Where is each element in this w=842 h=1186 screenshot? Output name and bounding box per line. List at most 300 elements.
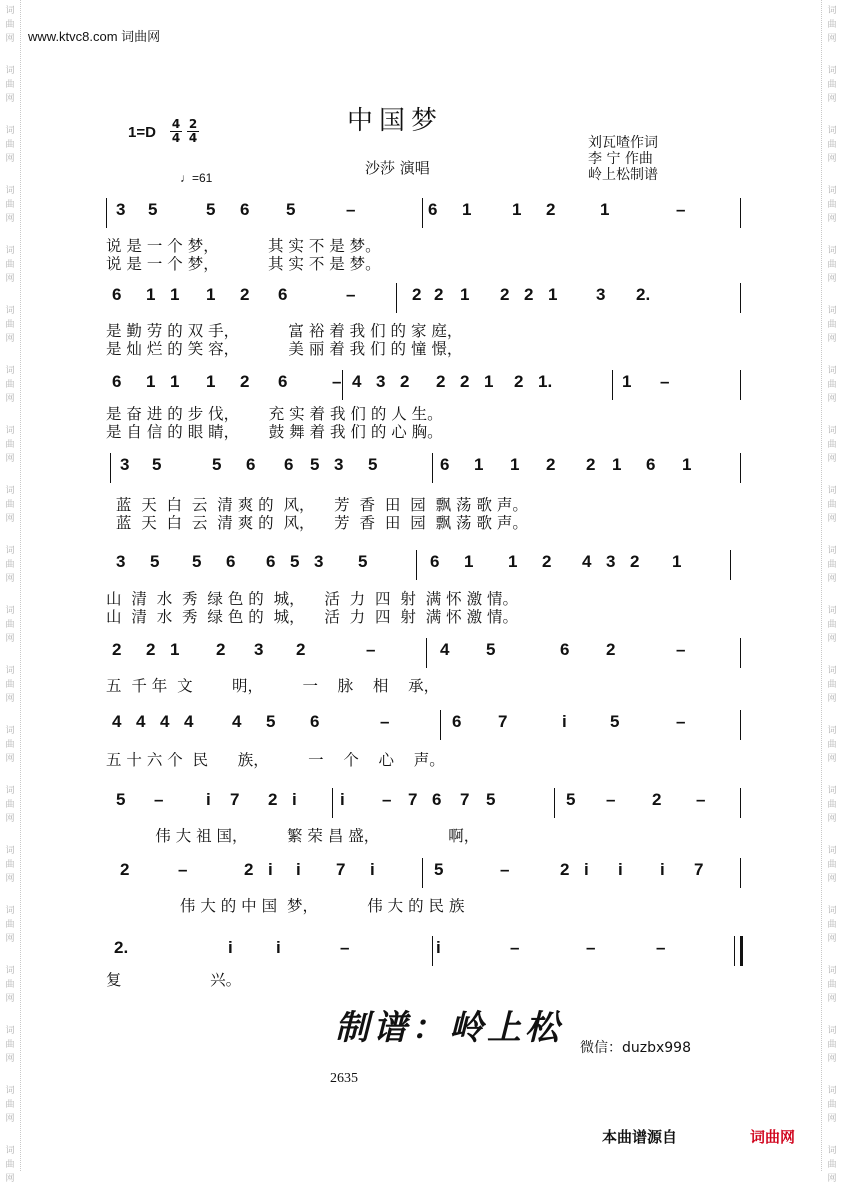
barline	[432, 453, 433, 483]
note: 5	[290, 552, 300, 571]
watermark-char: 网	[827, 574, 837, 584]
note: 7	[460, 790, 470, 809]
note: 4	[184, 712, 194, 731]
note: 2	[244, 860, 254, 879]
lyric-line: 复 兴。	[106, 971, 242, 989]
watermark-char: 曲	[5, 380, 15, 390]
watermark-char: 曲	[827, 1040, 837, 1050]
note: 1	[672, 552, 682, 571]
watermark-char: 曲	[827, 740, 837, 750]
watermark-char: 词	[827, 966, 837, 976]
time-sig-a-bottom: 4	[171, 131, 181, 145]
watermark-char: 曲	[827, 860, 837, 870]
watermark-char: 曲	[5, 320, 15, 330]
note: 2	[434, 285, 444, 304]
note: 5	[212, 455, 222, 474]
watermark-char: 网	[827, 1054, 837, 1064]
note: 1	[460, 285, 470, 304]
barline	[740, 453, 741, 483]
barline	[440, 710, 441, 740]
watermark-char: 曲	[5, 140, 15, 150]
time-sig-a-top: 4	[171, 117, 181, 131]
note: 6	[226, 552, 236, 571]
transcriber-signature: 制谱：岭上松	[335, 1008, 563, 1048]
note: 2	[268, 790, 278, 809]
lyric-line: 伟 大 祖 国， 繁 荣 昌 盛， 啊，	[106, 827, 480, 845]
note: 2	[240, 372, 250, 391]
watermark-char: 曲	[827, 320, 837, 330]
note: 5	[434, 860, 444, 879]
watermark-char: 词	[827, 486, 837, 496]
watermark-char: 网	[5, 1174, 15, 1184]
barline	[422, 198, 423, 228]
watermark-char: 曲	[5, 620, 15, 630]
note: 3	[116, 200, 126, 219]
note: 2	[524, 285, 534, 304]
watermark-char: 曲	[827, 500, 837, 510]
note: 5	[566, 790, 576, 809]
watermark-char: 曲	[5, 1100, 15, 1110]
note: 2	[652, 790, 662, 809]
note: –	[656, 938, 666, 957]
note: i	[296, 860, 301, 879]
note: 2	[546, 455, 556, 474]
watermark-char: 网	[5, 334, 15, 344]
note: 6	[428, 200, 438, 219]
watermark-char: 网	[5, 154, 15, 164]
watermark-char: 词	[827, 306, 837, 316]
note: 1	[548, 285, 558, 304]
watermark-char: 网	[5, 394, 15, 404]
barline	[432, 936, 433, 966]
watermark-char: 词	[5, 906, 15, 916]
note: –	[346, 285, 356, 304]
note: 1	[600, 200, 610, 219]
note: 7	[336, 860, 346, 879]
watermark-char: 曲	[5, 920, 15, 930]
note-line	[106, 860, 746, 886]
watermark-char: 曲	[827, 920, 837, 930]
watermark-char: 词	[827, 426, 837, 436]
note-line	[106, 938, 746, 964]
note: 2	[586, 455, 596, 474]
note: 2	[630, 552, 640, 571]
note: i	[268, 860, 273, 879]
note: 1	[682, 455, 692, 474]
note-line	[106, 200, 746, 226]
note: –	[660, 372, 670, 391]
barline	[740, 788, 741, 818]
note: –	[676, 712, 686, 731]
watermark-char: 曲	[5, 80, 15, 90]
note: 7	[230, 790, 240, 809]
watermark-char: 词	[5, 1146, 15, 1156]
note: 6	[284, 455, 294, 474]
note: 5	[152, 455, 162, 474]
watermark-char: 曲	[827, 440, 837, 450]
note: 6	[430, 552, 440, 571]
watermark-char: 网	[827, 694, 837, 704]
lyric-line: 是 灿 烂 的 笑 容， 美 丽 着 我 们 的 憧 憬，	[106, 340, 463, 358]
watermark-char: 曲	[827, 1100, 837, 1110]
watermark-char: 词	[827, 786, 837, 796]
lyric-line: 蓝 天 白 云 清 爽 的 风， 芳 香 田 园 飘 荡 歌 声。	[106, 496, 528, 514]
barline	[342, 370, 343, 400]
note: 1	[146, 372, 156, 391]
note: –	[346, 200, 356, 219]
note: 1	[206, 372, 216, 391]
watermark-char: 词	[5, 786, 15, 796]
watermark-char: 词	[5, 486, 15, 496]
note-line	[106, 790, 746, 816]
barline	[426, 638, 427, 668]
watermark-char: 网	[827, 754, 837, 764]
watermark-char: 网	[5, 214, 15, 224]
note: 1.	[538, 372, 553, 391]
note: 3	[334, 455, 344, 474]
note: –	[606, 790, 616, 809]
lyric-line: 是 奋 进 的 步 伐， 充 实 着 我 们 的 人 生。	[106, 405, 443, 423]
note: 6	[310, 712, 320, 731]
note: i	[562, 712, 567, 731]
watermark-char: 曲	[827, 800, 837, 810]
watermark-char: 词	[827, 906, 837, 916]
watermark-char: 网	[5, 694, 15, 704]
note: 5	[286, 200, 296, 219]
watermark-char: 曲	[5, 1040, 15, 1050]
note: 1	[612, 455, 622, 474]
note: 6	[266, 552, 276, 571]
note: –	[696, 790, 706, 809]
note: –	[340, 938, 350, 957]
note: 2	[500, 285, 510, 304]
barline	[612, 370, 613, 400]
watermark-char: 曲	[5, 1160, 15, 1170]
note: 3	[376, 372, 386, 391]
note: 1	[484, 372, 494, 391]
watermark-char: 曲	[5, 800, 15, 810]
watermark-char: 网	[827, 994, 837, 1004]
watermark-char: 网	[827, 214, 837, 224]
barline	[740, 638, 741, 668]
note: 4	[112, 712, 122, 731]
note: 5	[150, 552, 160, 571]
lyric-line: 是 勤 劳 的 双 手， 富 裕 着 我 们 的 家 庭，	[106, 322, 463, 340]
note: 1	[146, 285, 156, 304]
watermark-char: 曲	[5, 680, 15, 690]
watermark-char: 词	[5, 666, 15, 676]
note: 2	[400, 372, 410, 391]
note: 5	[486, 640, 496, 659]
watermark-char: 词	[5, 246, 15, 256]
note: 5	[266, 712, 276, 731]
note: 4	[160, 712, 170, 731]
note: –	[178, 860, 188, 879]
note: i	[370, 860, 375, 879]
watermark-char: 网	[827, 934, 837, 944]
watermark-char: 词	[5, 126, 15, 136]
note-line	[106, 285, 746, 311]
watermark-char: 网	[827, 154, 837, 164]
note: –	[366, 640, 376, 659]
watermark-char: 词	[5, 366, 15, 376]
note: 5	[206, 200, 216, 219]
barline	[740, 858, 741, 888]
note: 4	[352, 372, 362, 391]
note: –	[510, 938, 520, 957]
watermark-char: 词	[827, 6, 837, 16]
watermark-char: 词	[5, 726, 15, 736]
note-line	[106, 712, 746, 738]
lyric-line: 山 清 水 秀 绿 色 的 城， 活 力 四 射 满 怀 激 情。	[106, 608, 519, 626]
watermark-char: 词	[827, 126, 837, 136]
note: –	[332, 372, 342, 391]
watermark-char: 词	[5, 966, 15, 976]
note: 1	[512, 200, 522, 219]
note: 2	[546, 200, 556, 219]
note: –	[586, 938, 596, 957]
note: 2	[560, 860, 570, 879]
barline	[740, 370, 741, 400]
note: 6	[112, 285, 122, 304]
note: –	[380, 712, 390, 731]
watermark-char: 词	[5, 186, 15, 196]
lyric-line: 蓝 天 白 云 清 爽 的 风， 芳 香 田 园 飘 荡 歌 声。	[106, 514, 528, 532]
watermark-char: 词	[5, 6, 15, 16]
note: 2	[542, 552, 552, 571]
singer: 沙莎 演唱	[365, 159, 430, 177]
watermark-char: 曲	[5, 20, 15, 30]
watermark-char: 词	[827, 66, 837, 76]
note: 5	[148, 200, 158, 219]
barline	[332, 788, 333, 818]
song-title: 中国梦	[347, 106, 444, 136]
watermark-char: 词	[827, 1146, 837, 1156]
watermark-char: 曲	[5, 440, 15, 450]
barline	[740, 283, 741, 313]
barline	[740, 936, 743, 966]
note: 4	[232, 712, 242, 731]
watermark-char: 曲	[827, 20, 837, 30]
note: i	[206, 790, 211, 809]
watermark-char: 曲	[5, 740, 15, 750]
watermark-char: 网	[827, 394, 837, 404]
note: 2.	[114, 938, 129, 957]
watermark-char: 词	[827, 1086, 837, 1096]
lyric-line: 说 是 一 个 梦， 其 实 不 是 梦。	[106, 255, 381, 273]
note: 2	[120, 860, 130, 879]
note: 5	[310, 455, 320, 474]
note: 2	[240, 285, 250, 304]
watermark-char: 网	[5, 754, 15, 764]
watermark-char: 曲	[827, 200, 837, 210]
note: –	[676, 200, 686, 219]
watermark-char: 网	[5, 454, 15, 464]
lyric-line: 伟 大 的 中 国 梦， 伟 大 的 民 族	[106, 897, 465, 915]
note: 3	[596, 285, 606, 304]
note: 6	[432, 790, 442, 809]
note: 2	[460, 372, 470, 391]
note: 2	[296, 640, 306, 659]
note: 1	[510, 455, 520, 474]
watermark-char: 词	[5, 1086, 15, 1096]
note: i	[292, 790, 297, 809]
watermark-char: 曲	[827, 80, 837, 90]
note: 3	[314, 552, 324, 571]
watermark-char: 词	[827, 726, 837, 736]
watermark-char: 词	[5, 306, 15, 316]
watermark-char: 网	[827, 34, 837, 44]
barline	[740, 198, 741, 228]
note: 6	[278, 372, 288, 391]
time-sig-b-bottom: 4	[188, 131, 198, 145]
watermark-char: 词	[5, 1026, 15, 1036]
note: 5	[192, 552, 202, 571]
barline	[740, 710, 741, 740]
page-number: 2635	[330, 1071, 358, 1086]
barline	[110, 453, 111, 483]
watermark-char: 网	[5, 514, 15, 524]
note: 3	[606, 552, 616, 571]
note: 6	[278, 285, 288, 304]
watermark-char: 曲	[827, 380, 837, 390]
note: i	[340, 790, 345, 809]
lyric-line: 说 是 一 个 梦， 其 实 不 是 梦。	[106, 237, 381, 255]
watermark-char: 词	[5, 546, 15, 556]
watermark-char: 网	[827, 634, 837, 644]
note: i	[436, 938, 441, 957]
note: –	[676, 640, 686, 659]
note: 7	[408, 790, 418, 809]
barline	[554, 788, 555, 818]
watermark-char: 词	[827, 186, 837, 196]
barline	[422, 858, 423, 888]
barline	[734, 936, 735, 966]
note: 1	[508, 552, 518, 571]
barline	[416, 550, 417, 580]
note: –	[382, 790, 392, 809]
source-label: 本曲谱源自	[602, 1128, 678, 1146]
watermark-char: 网	[5, 814, 15, 824]
note: i	[584, 860, 589, 879]
note: 1	[170, 372, 180, 391]
barline	[396, 283, 397, 313]
note: 3	[254, 640, 264, 659]
note-line	[106, 455, 746, 481]
time-sig-b-top: 2	[188, 117, 198, 131]
note: 5	[486, 790, 496, 809]
note: 2	[146, 640, 156, 659]
note: 3	[120, 455, 130, 474]
note: 1	[462, 200, 472, 219]
barline	[730, 550, 731, 580]
watermark-char: 词	[827, 846, 837, 856]
watermark-char: 曲	[827, 980, 837, 990]
watermark-char: 网	[827, 874, 837, 884]
lyric-line: 五 十 六 个 民 族， 一 个 心 声。	[106, 751, 445, 769]
watermark-char: 曲	[827, 260, 837, 270]
watermark-char: 曲	[827, 140, 837, 150]
watermark-char: 网	[5, 1054, 15, 1064]
watermark-char: 词	[827, 606, 837, 616]
tempo-marking: ♩=61	[180, 171, 213, 185]
note: 2	[412, 285, 422, 304]
time-signature-a	[170, 118, 182, 145]
watermark-char: 曲	[827, 560, 837, 570]
barline	[106, 198, 107, 228]
watermark-char: 网	[5, 274, 15, 284]
watermark-char: 词	[5, 426, 15, 436]
watermark-char: 词	[5, 606, 15, 616]
watermark-char: 网	[827, 94, 837, 104]
note: 4	[136, 712, 146, 731]
note: 6	[240, 200, 250, 219]
note: 6	[440, 455, 450, 474]
note-line	[106, 552, 746, 578]
watermark-char: 网	[5, 574, 15, 584]
watermark-char: 网	[827, 334, 837, 344]
credit-composer: 李 宁 作曲	[588, 151, 653, 167]
watermark-char: 网	[827, 514, 837, 524]
note: 2	[436, 372, 446, 391]
brand-label: 词曲网	[750, 1128, 796, 1146]
lyric-line: 五 千 年 文 明， 一 脉 相 承，	[106, 677, 440, 695]
note: 1	[622, 372, 632, 391]
lyric-line: 是 自 信 的 眼 睛， 鼓 舞 着 我 们 的 心 胸。	[106, 423, 443, 441]
note: 3	[116, 552, 126, 571]
note: 2	[112, 640, 122, 659]
left-watermark-column	[0, 0, 21, 1184]
watermark-char: 网	[5, 634, 15, 644]
credit-lyricist: 刘瓦喳作词	[588, 135, 658, 151]
watermark-char: 曲	[5, 560, 15, 570]
note: i	[618, 860, 623, 879]
credit-transcriber: 岭上松制谱	[588, 167, 658, 183]
note: 2	[216, 640, 226, 659]
note: 7	[694, 860, 704, 879]
note-line	[106, 372, 746, 398]
note: 2	[514, 372, 524, 391]
watermark-char: 曲	[5, 500, 15, 510]
watermark-char: 曲	[5, 260, 15, 270]
note: 5	[358, 552, 368, 571]
key-signature: 1=D	[128, 124, 156, 141]
watermark-char: 网	[5, 34, 15, 44]
watermark-char: 网	[5, 874, 15, 884]
watermark-char: 曲	[827, 680, 837, 690]
note: 6	[246, 455, 256, 474]
note: –	[154, 790, 164, 809]
note: i	[228, 938, 233, 957]
watermark-char: 词	[827, 246, 837, 256]
note: 2.	[636, 285, 651, 304]
watermark-char: 网	[827, 274, 837, 284]
note: 7	[498, 712, 508, 731]
watermark-char: 曲	[5, 980, 15, 990]
note: 1	[464, 552, 474, 571]
note: 1	[170, 285, 180, 304]
watermark-char: 网	[5, 994, 15, 1004]
watermark-char: 曲	[5, 200, 15, 210]
watermark-char: 词	[827, 366, 837, 376]
note: 1	[206, 285, 216, 304]
wechat-id: 微信：duzbx998	[580, 1040, 692, 1056]
watermark-char: 网	[5, 94, 15, 104]
note: 2	[606, 640, 616, 659]
watermark-char: 词	[827, 546, 837, 556]
note: 5	[116, 790, 126, 809]
note: 1	[474, 455, 484, 474]
